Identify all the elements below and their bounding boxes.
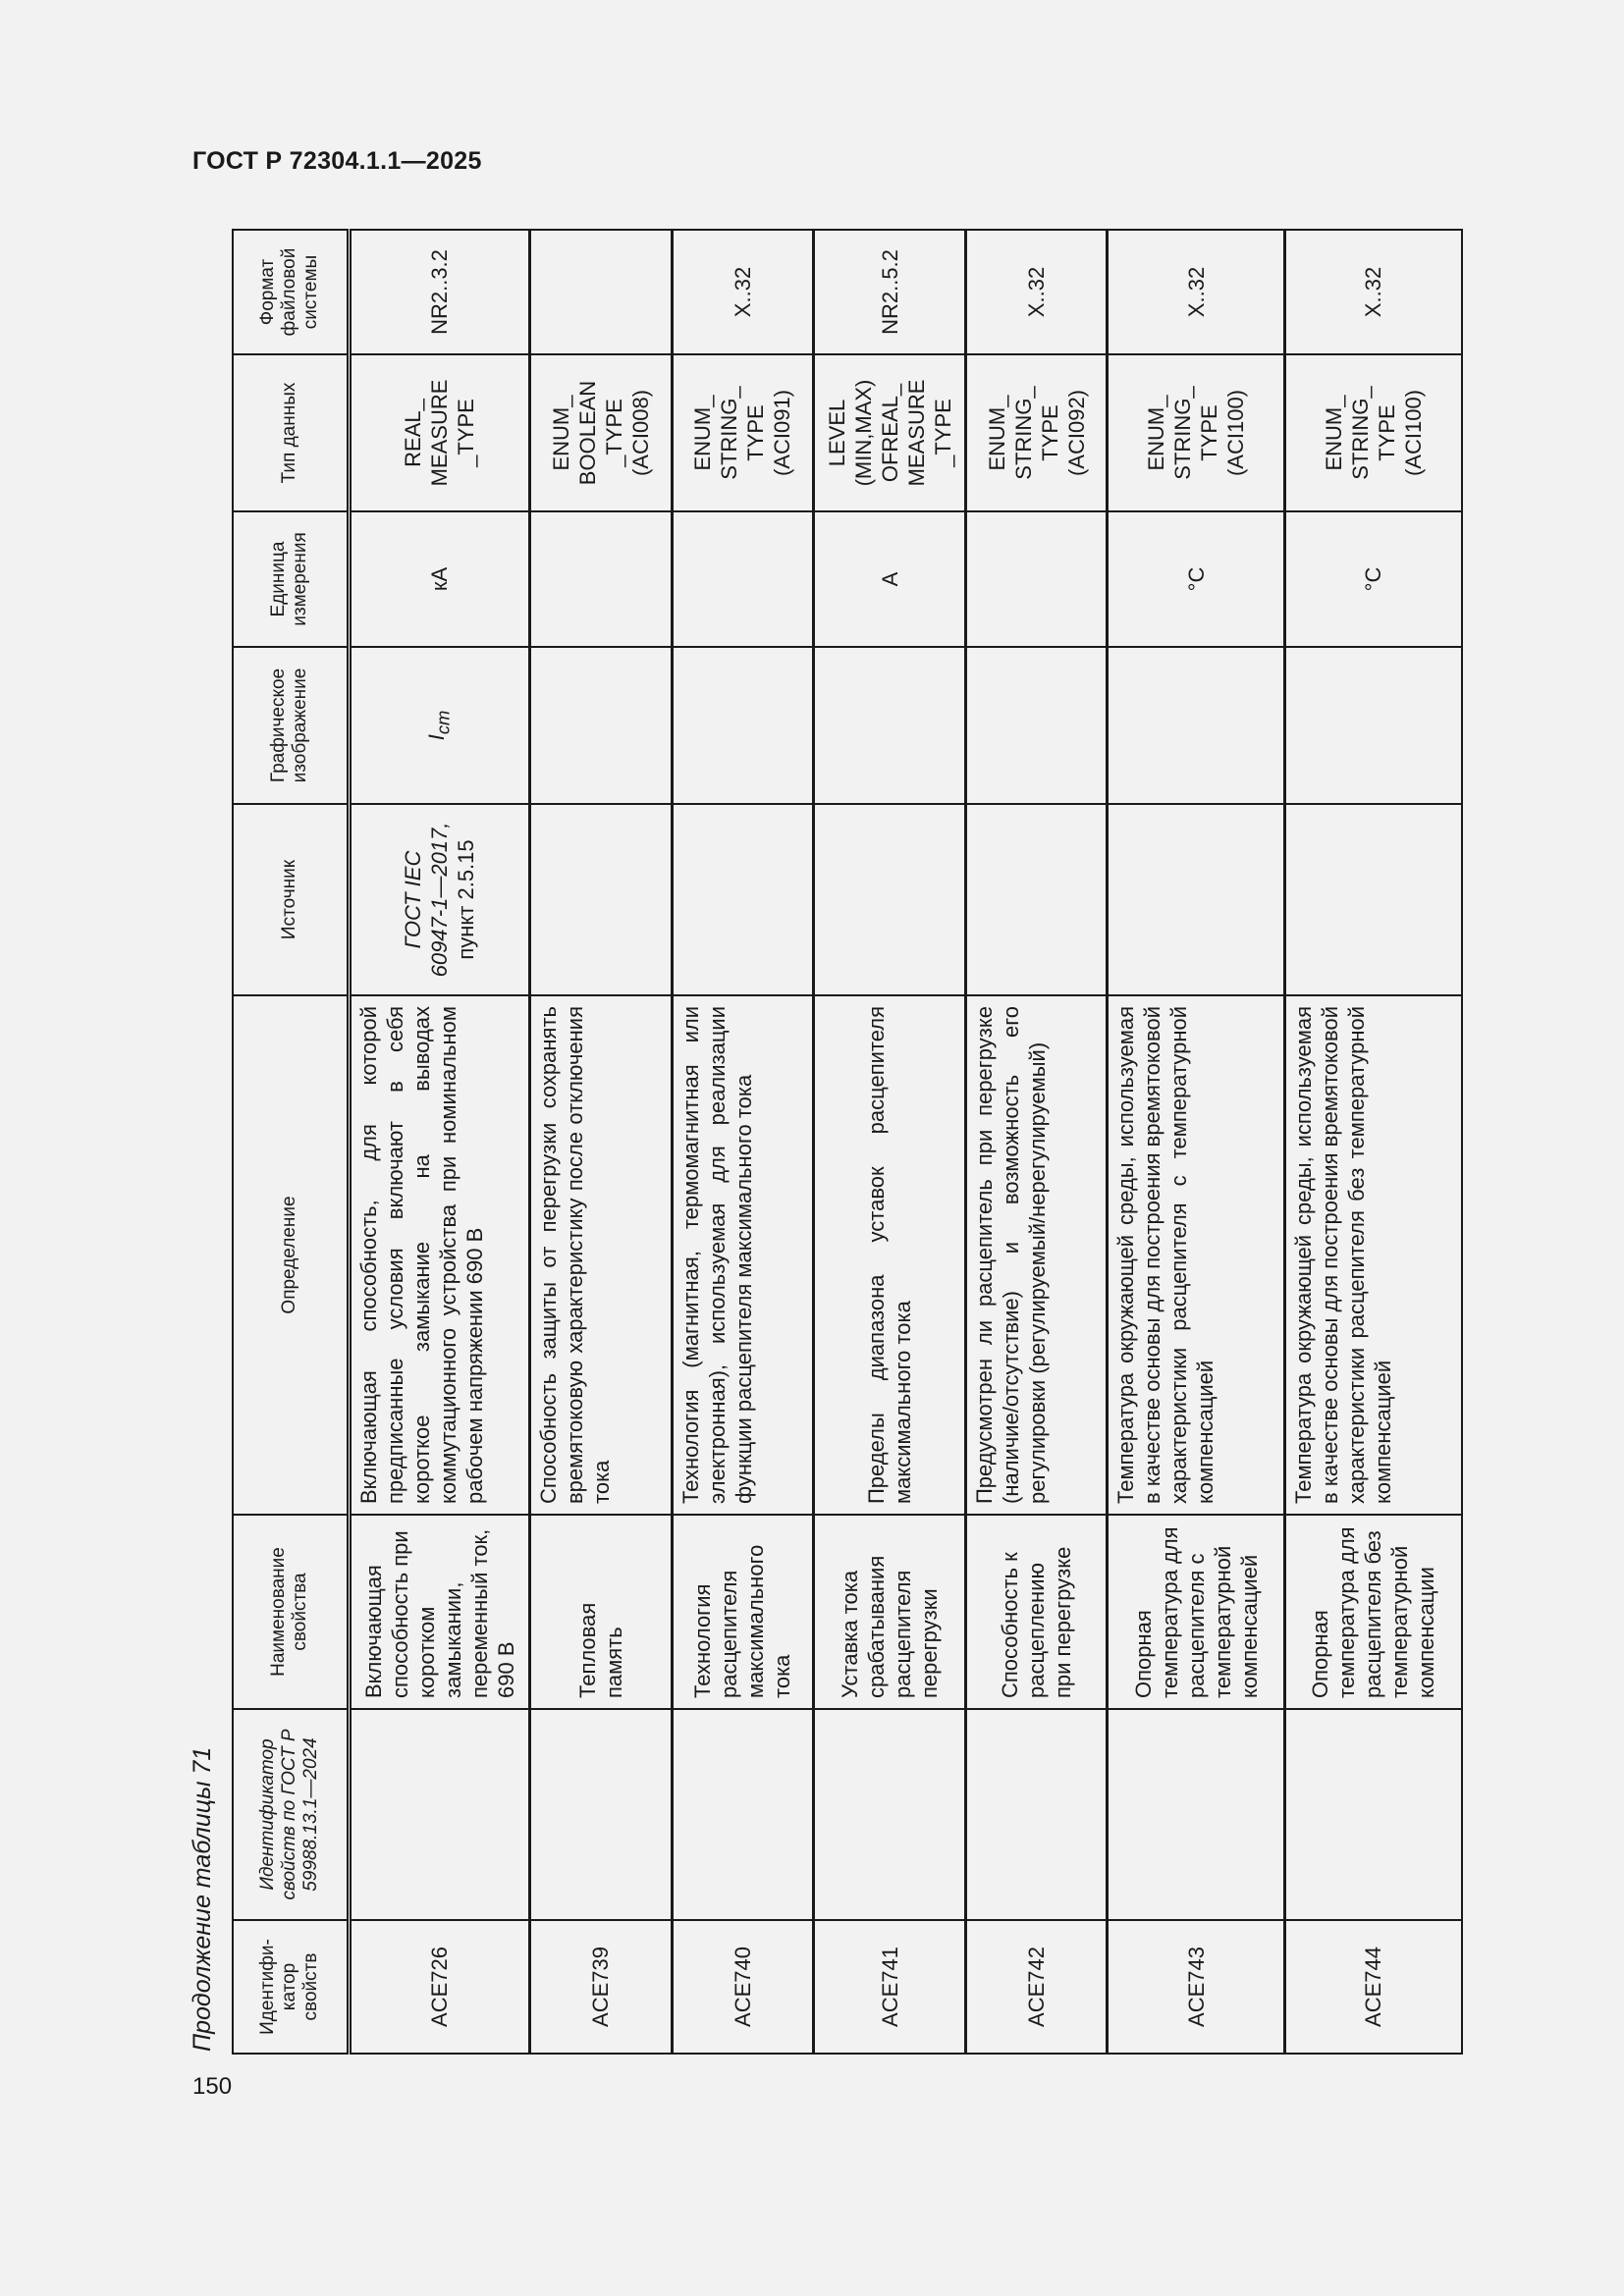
cell-datatype: ENUM_ STRING_ TYPE (ACI092) — [966, 354, 1108, 511]
rotated-table-block — [173, 231, 1463, 2055]
table-row — [1284, 230, 1462, 2054]
cell-gost-id — [672, 1709, 813, 1920]
properties-table — [232, 229, 1463, 2055]
cell-format: X..32 — [1108, 230, 1285, 354]
cell-unit: °С — [1108, 511, 1285, 647]
cell-format: X..32 — [966, 230, 1108, 354]
header-id: Идентифи-катор свойств — [233, 1920, 349, 2054]
cell-source — [672, 804, 813, 995]
cell-name: Тепловая память — [530, 1515, 672, 1709]
cell-graphic — [349, 647, 530, 804]
cell-source — [966, 804, 1108, 995]
cell-datatype: REAL_ MEASURE _TYPE — [349, 354, 530, 511]
cell-id: ACE744 — [1284, 1920, 1462, 2054]
table-row — [530, 230, 672, 2054]
table-row — [672, 230, 813, 2054]
cell-gost-id — [1108, 1709, 1285, 1920]
cell-name: Способность к расцеплению при перегрузке — [966, 1515, 1108, 1709]
table-header-row — [233, 230, 349, 2054]
cell-id: ACE739 — [530, 1920, 672, 2054]
table-row — [966, 230, 1108, 2054]
cell-unit: °С — [1284, 511, 1462, 647]
source-standard: ГОСТ IEC 60947-1—2017, — [401, 822, 453, 978]
cell-definition: Предусмотрен ли расцепитель при перегрузке (наличие/отсутствие) и возможность его регулировки (регулируемый/нерегулируемый) — [966, 995, 1108, 1515]
header-unit: Единица измерения — [233, 511, 349, 647]
cell-graphic — [672, 647, 813, 804]
cell-datatype: ENUM_ STRING_ TYPE (ACI091) — [672, 354, 813, 511]
graphic-subscript: cm — [432, 710, 454, 735]
cell-id: ACE740 — [672, 1920, 813, 2054]
table-row — [814, 230, 966, 2054]
header-definition: Определение — [233, 995, 349, 1515]
cell-datatype: ENUM_ STRING_ TYPE (ACI100) — [1284, 354, 1462, 511]
cell-format: X..32 — [672, 230, 813, 354]
cell-graphic — [530, 647, 672, 804]
cell-definition: Включающая способность, для которой предписанные условия включают в себя короткое замыкание на выводах коммутационного устройства при номинальном рабочем напряжении 690 В — [349, 995, 530, 1515]
cell-definition: Температура окружающей среды, используемая в качестве основы для построения времятоковой характеристики расцепителя без температурной компенсацией — [1284, 995, 1462, 1515]
graphic-symbol: I — [424, 734, 450, 741]
cell-id: ACE726 — [349, 1920, 530, 2054]
cell-unit — [672, 511, 813, 647]
cell-datatype: LEVEL (MIN,MAX) OFREAL_ MEASURE _TYPE — [814, 354, 966, 511]
cell-unit: А — [814, 511, 966, 647]
cell-gost-id — [966, 1709, 1108, 1920]
header-source: Источник — [233, 804, 349, 995]
cell-gost-id — [1284, 1709, 1462, 1920]
cell-name: Включающая способность при коротком замыкании, переменный ток, 690 В — [349, 1515, 530, 1709]
cell-source — [1108, 804, 1285, 995]
cell-source — [814, 804, 966, 995]
cell-datatype: ENUM_ BOOLEAN _TYPE (ACI008) — [530, 354, 672, 511]
header-name: Наименование свойства — [233, 1515, 349, 1709]
page-number: 150 — [192, 2073, 233, 2100]
cell-unit: кА — [349, 511, 530, 647]
cell-id: ACE742 — [966, 1920, 1108, 2054]
cell-unit — [530, 511, 672, 647]
cell-source — [349, 804, 530, 995]
header-format: Формат файловой системы — [233, 230, 349, 354]
cell-source — [1284, 804, 1462, 995]
cell-format: X..32 — [1284, 230, 1462, 354]
cell-source — [530, 804, 672, 995]
cell-format: NR2..3.2 — [349, 230, 530, 354]
document-header: ГОСТ Р 72304.1.1—2025 — [192, 147, 482, 175]
cell-definition: Технология (магнитная, термомагнитная или электронная), используемая для реализации функции расцепителя максимального тока — [672, 995, 813, 1515]
cell-gost-id — [530, 1709, 672, 1920]
header-gost-id: Идентификатор свойств по ГОСТ Р 59988.13.1—2024 — [233, 1709, 349, 1920]
cell-format: NR2..5.2 — [814, 230, 966, 354]
cell-definition: Пределы диапазона уставок расцепителя максимального тока — [814, 995, 966, 1515]
table-row — [1108, 230, 1285, 2054]
source-clause: пункт 2.5.15 — [454, 839, 479, 960]
cell-datatype: ENUM_ STRING_ TYPE (ACI100) — [1108, 354, 1285, 511]
cell-gost-id — [349, 1709, 530, 1920]
cell-format — [530, 230, 672, 354]
header-graphic: Графическое изображение — [233, 647, 349, 804]
cell-graphic — [1284, 647, 1462, 804]
cell-definition: Способность защиты от перегрузки сохранять времятоковую характеристику после отключения тока — [530, 995, 672, 1515]
cell-graphic — [966, 647, 1108, 804]
cell-graphic — [814, 647, 966, 804]
cell-name: Технология расцепителя максимального тока — [672, 1515, 813, 1709]
cell-id: ACE741 — [814, 1920, 966, 2054]
cell-graphic — [1108, 647, 1285, 804]
cell-id: ACE743 — [1108, 1920, 1285, 2054]
table-caption: Продолжение таблицы 71 — [189, 1746, 216, 2052]
cell-definition: Температура окружающей среды, используемая в качестве основы для построения времятоковой характеристики расцепителя с температурной компенсацией — [1108, 995, 1285, 1515]
cell-name: Опорная температура для расцепителя с температурной компенсацией — [1108, 1515, 1285, 1709]
cell-name: Опорная температура для расцепителя без температурной компенсации — [1284, 1515, 1462, 1709]
cell-gost-id — [814, 1709, 966, 1920]
cell-name: Уставка тока срабатывания расцепителя перегрузки — [814, 1515, 966, 1709]
header-datatype: Тип данных — [233, 354, 349, 511]
cell-unit — [966, 511, 1108, 647]
table-row — [349, 230, 530, 2054]
